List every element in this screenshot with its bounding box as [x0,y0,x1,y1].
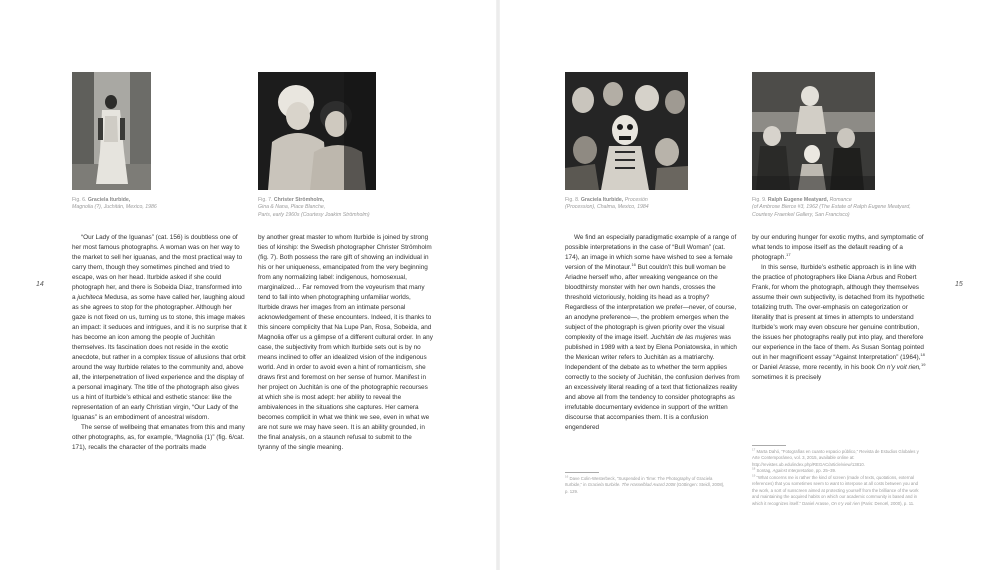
caption-title: Gina & Nana, Place Blanche, [258,204,326,211]
footnote-16 [565,476,725,495]
italic-title: Against Interpretation [772,468,814,474]
figure-8-photo [565,72,688,190]
caption-detail: (Procession), Chalma, Mexico, 1984 [565,204,649,211]
footnote-marker: 19 [920,361,926,367]
footnote-17 [752,449,924,468]
text-run: “Our Lady of the Iguanas” (cat. 156) is doubtless one of her most famous photographs. A woman was on her way to the market to sell her iguanas, and the most practical way to carry them, though they sometimes pinched and tried to escape, was on her head. Iturbide asked if she could photograph her, and there is Sobeida Díaz, transformed into a [72,234,243,301]
caption-fig-number: Fig. 7. [258,197,273,203]
left-page-number: 14 [36,281,44,288]
paragraph [752,233,927,263]
footnote-marker: 18 [920,351,925,357]
footnote-marker: 16 [631,261,636,267]
figure-9-caption [752,197,932,219]
figure-7-caption [258,197,408,219]
footnote-number: 17 [752,447,756,452]
text-run: In this sense, Iturbide’s esthetic approach is in line with the practice of photographers like Diana Arbus and Robert Frank, for whom the photograph, although they themselves assume their own subjectivity, is detached from its hypothetic totalizing truth. The over-emphasis on categorization or literality that is present at times in attempts to understand Iturbide’s work may even obscure her genuine contribution, the issues her photographs really put into play, and therefore our experience in the face of them. As Susan Sontag pointed out in her magnificent essay “Against Interpretation” (1964), [752,263,925,361]
italic-title: Juchitán de las mujeres [650,333,718,341]
caption-title: Romance [829,197,852,203]
text-run: Dave Colin-Westerbeck, “Suspended in Time: The Photography of Graciela Iturbide,” in [565,476,713,488]
caption-fig-number: Fig. 9. [752,197,767,203]
text-run: sometimes it is precisely [752,373,822,381]
caption-detail: Paris, early 1960s (Courtesy Joakim Strömholm) [258,211,370,218]
text-run: by our enduring hunger for exotic myths, and symptomatic of what tends to impose itself as the default reading of a photograph. [752,234,924,261]
right-page-number: 15 [955,281,963,288]
caption-artist: Ralph Eugene Meatyard, [767,197,829,203]
text-run: Marta Dahó, “Fotografías en cuanto espacio público,” Revista de Estudios Globales y Arte Contemporáneo, vol. 3, 2015, available online at: http://revistes.ub.edu/index.php/REGAC/article/view/13810. [752,449,919,467]
text-run: “What concerns me is rather the kind of screen (made of texts, quotations, external references) that you sometimes seem to want to interpose at all costs between you and the work, a sort of sunscreen aimed at protecting yourself from the brilliance of the work and maintaining the acquired habits on which our academic community is based and in which it recognizes itself.” Daniel Arasse, [752,474,919,506]
text-run: or Daniel Arasse, more recently, in his book [752,363,875,371]
footnote-marker: 17 [786,251,791,257]
paragraph [72,233,247,423]
text-run: We find an especially paradigmatic example of a range of possible interpretations in the case of “Bull Woman” (cat. 174), an image in which some have wished to see a female version of the Minotaur. [565,234,737,271]
text-run: (Paris: Denoël, 2000), p. 11. [860,500,915,506]
caption-title: Procesión [624,197,648,203]
text-run: Sontag, [756,468,772,474]
footnotes-left [565,476,725,495]
caption-artist: Graciela Iturbide, [87,197,131,203]
figure-9-photo [752,72,875,190]
caption-detail: (of Ambrose Bierce #3, 1962 (The Estate of Ralph Eugene Meatyard, [752,204,911,211]
caption-fig-number: Fig. 8. [565,197,580,203]
footnote-19 [752,475,924,507]
footnotes-right [752,449,924,507]
text-column-3 [565,233,740,433]
italic-title: On n’y voit rien [831,500,860,506]
text-column-1 [72,233,247,453]
text-run: , pp. 25–39. [813,468,837,474]
caption-detail: Courtesy Fraenkel Gallery, San Francisco) [752,211,850,218]
footnote-number: 19 [752,473,756,478]
text-run: But couldn’t this bull woman be Ariadne herself who, after wreaking vengeance on the bloodthirsty monster with her own hands, crosses the threshold victoriously, holding its head as a trophy? Regardless of the interpretation we prefer—never, of course, an anodyne preference—, the problem emerges when the subject of the photograph is given priority over the visual complexity of the image itself. [565,263,737,341]
text-run: (Göttingen: Steidl, 2008), p. 129. [565,482,725,494]
caption-artist: Graciela Iturbide, [580,197,624,203]
italic-title: On n’y voit rien, [876,363,921,371]
paragraph [565,233,740,433]
figure-8-caption [565,197,715,212]
paragraph: The sense of wellbeing that emanates from this and many other photographs, as, for example, “Magnolia (1)” (fig. 6/cat. 171), recalls the character of the portraits made [72,423,245,451]
text-column-4 [752,233,927,383]
caption-artist: Christer Strömholm, [273,197,325,203]
text-run: Medusa, as some have called her, laughing aloud as she agrees to stop for the photographer. Although her gaze is not fixed on us, turning us to stone, this image makes an impact: it seduces and intrigues, and it is no surprise that it has become an icon among the people of Juchitán themselves. Its fascination does not reside in the exotic anecdote, but rather in a complex tissue of allusions that orbit around the way Iturbide relates to the community and, above all, the interpenetration of lived experience and the display of a personal imaginary. The title of the photograph also gives us a hint of Iturbide’s ethical and esthetic stance: like the representation of an early Christian virgin, “Our Lady of the Iguanas” is an embodiment of ancestral wisdom. [72,293,247,421]
book-gutter [496,0,500,570]
caption-title: Magnolia (?), Juchitán, Mexico, 1986 [72,204,157,211]
figure-7-photo [258,72,376,190]
figure-6-caption [72,197,222,212]
figure-6-photo [72,72,151,190]
footnote-number: 16 [565,474,569,479]
italic-title: Graciela Iturbide. The Hasselblad Award 2008 [587,482,676,488]
italic-term: juchiteca [77,293,103,301]
paragraph: by another great master to whom Iturbide is joined by strong ties of kinship: the Swedish photographer Christer Strömholm (fig. 7). Both possess the rare gift of showing an individual in his or her uniqueness, emancipated from the very beginning from any normalizing label: indigenous, homosexual, marginalized… Far removed from the voyeurism that many tend to fall into when photographing unfamiliar worlds, Iturbide draws her images from an intimate personal acknowledgement of these encounters. Indeed, it is thanks to this sincere complicity that Na Lupe Pan, Rosa, Sobeida, and Magnolia offer us a glimpse of a different cultural order. In any case, the subjectivity from which Iturbide sets out is by no means inclined to offer an idealized vision of the indigenous world. And in order to avoid even a hint of romanticism, she draws first and foremost on her sense of humor. Manifest in her project on Juchitán is one of the photographic recourses at which she is most adept: her ability to reveal the ambivalences in the situations she captures. Her camera becomes complicit in what we think we see, even in what we are not sure we may have seen. It is an ability grounded, in the final analysis, on a staunch refusal to submit to the tyranny of the single meaning. [258,234,433,451]
footnote-rule [752,445,786,446]
paragraph [752,263,927,383]
text-run: was published in 1989 with a text by Elena Poniatowska, in which the Mexican writer refers to Juchitán as a matriarchy. Independent of the debate as to whether the term applies correctly to the society of Juchitán, the confusion derives from an excessively literal reading of a text that fictionalizes reality and above all from the tendency to consider photographs as irrefutable documentary evidence in support of the written discourse that accompanies them. It is a confusion engendered [565,333,740,431]
text-column-2 [258,233,433,453]
footnote-number: 18 [752,466,756,471]
footnote-rule [565,472,599,473]
caption-fig-number: Fig. 6. [72,197,87,203]
